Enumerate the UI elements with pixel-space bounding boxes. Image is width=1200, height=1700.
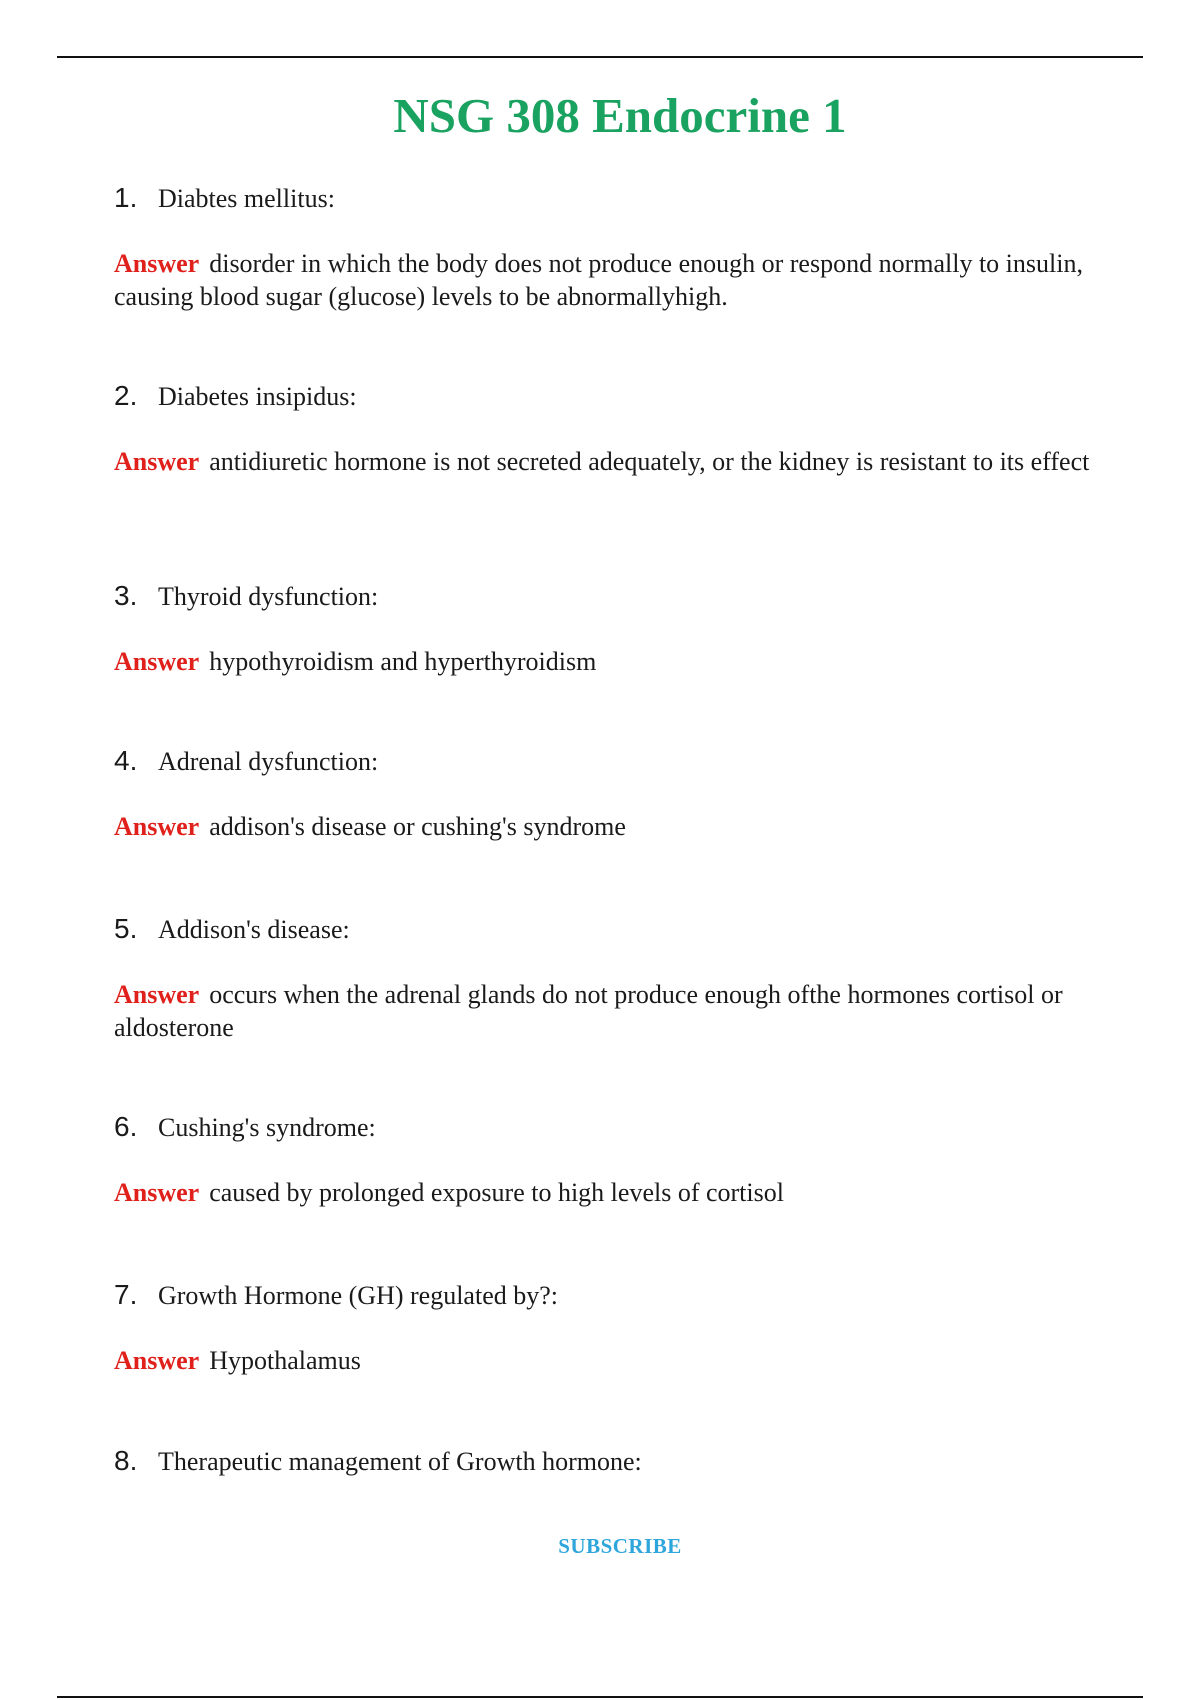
question-number: 3. xyxy=(114,580,138,611)
question-text: Diabetes insipidus: xyxy=(158,382,357,411)
answer-text: Hypothalamus xyxy=(209,1346,361,1375)
question-number: 6. xyxy=(114,1111,138,1142)
qa-item-2 xyxy=(114,380,1124,478)
question-text: Growth Hormone (GH) regulated by?: xyxy=(158,1281,558,1310)
answer-label: Answer xyxy=(114,1346,200,1375)
question-number: 4. xyxy=(114,745,138,776)
answer-text: occurs when the adrenal glands do not produce enough ofthe hormones cortisol or aldosterone xyxy=(114,980,1063,1042)
qa-item-1 xyxy=(114,182,1124,313)
answer-label: Answer xyxy=(114,812,200,841)
answer-label: Answer xyxy=(114,1178,200,1207)
answer-text: antidiuretic hormone is not secreted adequately, or the kidney is resistant to its effect xyxy=(209,447,1090,476)
question-number: 1. xyxy=(114,182,138,213)
question-text: Therapeutic management of Growth hormone: xyxy=(158,1447,642,1476)
answer-label: Answer xyxy=(114,980,200,1009)
qa-item-4 xyxy=(114,745,1124,843)
question-text: Adrenal dysfunction: xyxy=(158,747,379,776)
question xyxy=(114,380,1124,412)
answer xyxy=(114,247,1124,313)
qa-item-7 xyxy=(114,1279,1124,1377)
qa-item-3 xyxy=(114,580,1124,678)
question-number: 7. xyxy=(114,1279,138,1310)
question-text: Thyroid dysfunction: xyxy=(158,582,379,611)
question-number: 2. xyxy=(114,380,138,411)
answer xyxy=(114,810,1124,843)
answer-text: disorder in which the body does not produce enough or respond normally to insulin, causing blood sugar (glucose) levels to be abnormallyhigh. xyxy=(114,249,1083,311)
question xyxy=(114,913,1124,945)
question xyxy=(114,1111,1124,1143)
answer-text: addison's disease or cushing's syndrome xyxy=(209,812,626,841)
qa-item-8 xyxy=(114,1445,1124,1477)
question-number: 8. xyxy=(114,1445,138,1476)
answer-text: hypothyroidism and hyperthyroidism xyxy=(209,647,597,676)
question-text: Diabtes mellitus: xyxy=(158,184,335,213)
question xyxy=(114,182,1124,214)
answer xyxy=(114,645,1124,678)
bottom-divider xyxy=(57,1696,1143,1698)
question-text: Addison's disease: xyxy=(158,915,350,944)
answer xyxy=(114,1344,1124,1377)
top-divider xyxy=(57,56,1143,58)
answer-label: Answer xyxy=(114,249,200,278)
answer-text: caused by prolonged exposure to high levels of cortisol xyxy=(209,1178,784,1207)
answer-label: Answer xyxy=(114,447,200,476)
subscribe-link[interactable]: SUBSCRIBE xyxy=(558,1534,682,1558)
answer xyxy=(114,978,1124,1044)
question xyxy=(114,1279,1124,1311)
qa-item-5 xyxy=(114,913,1124,1044)
question xyxy=(114,580,1124,612)
qa-item-6 xyxy=(114,1111,1124,1209)
question-number: 5. xyxy=(114,913,138,944)
answer xyxy=(114,445,1124,478)
answer-label: Answer xyxy=(114,647,200,676)
question xyxy=(114,1445,1124,1477)
answer xyxy=(114,1176,1124,1209)
page-title: NSG 308 Endocrine 1 xyxy=(393,88,847,143)
question xyxy=(114,745,1124,777)
question-text: Cushing's syndrome: xyxy=(158,1113,376,1142)
